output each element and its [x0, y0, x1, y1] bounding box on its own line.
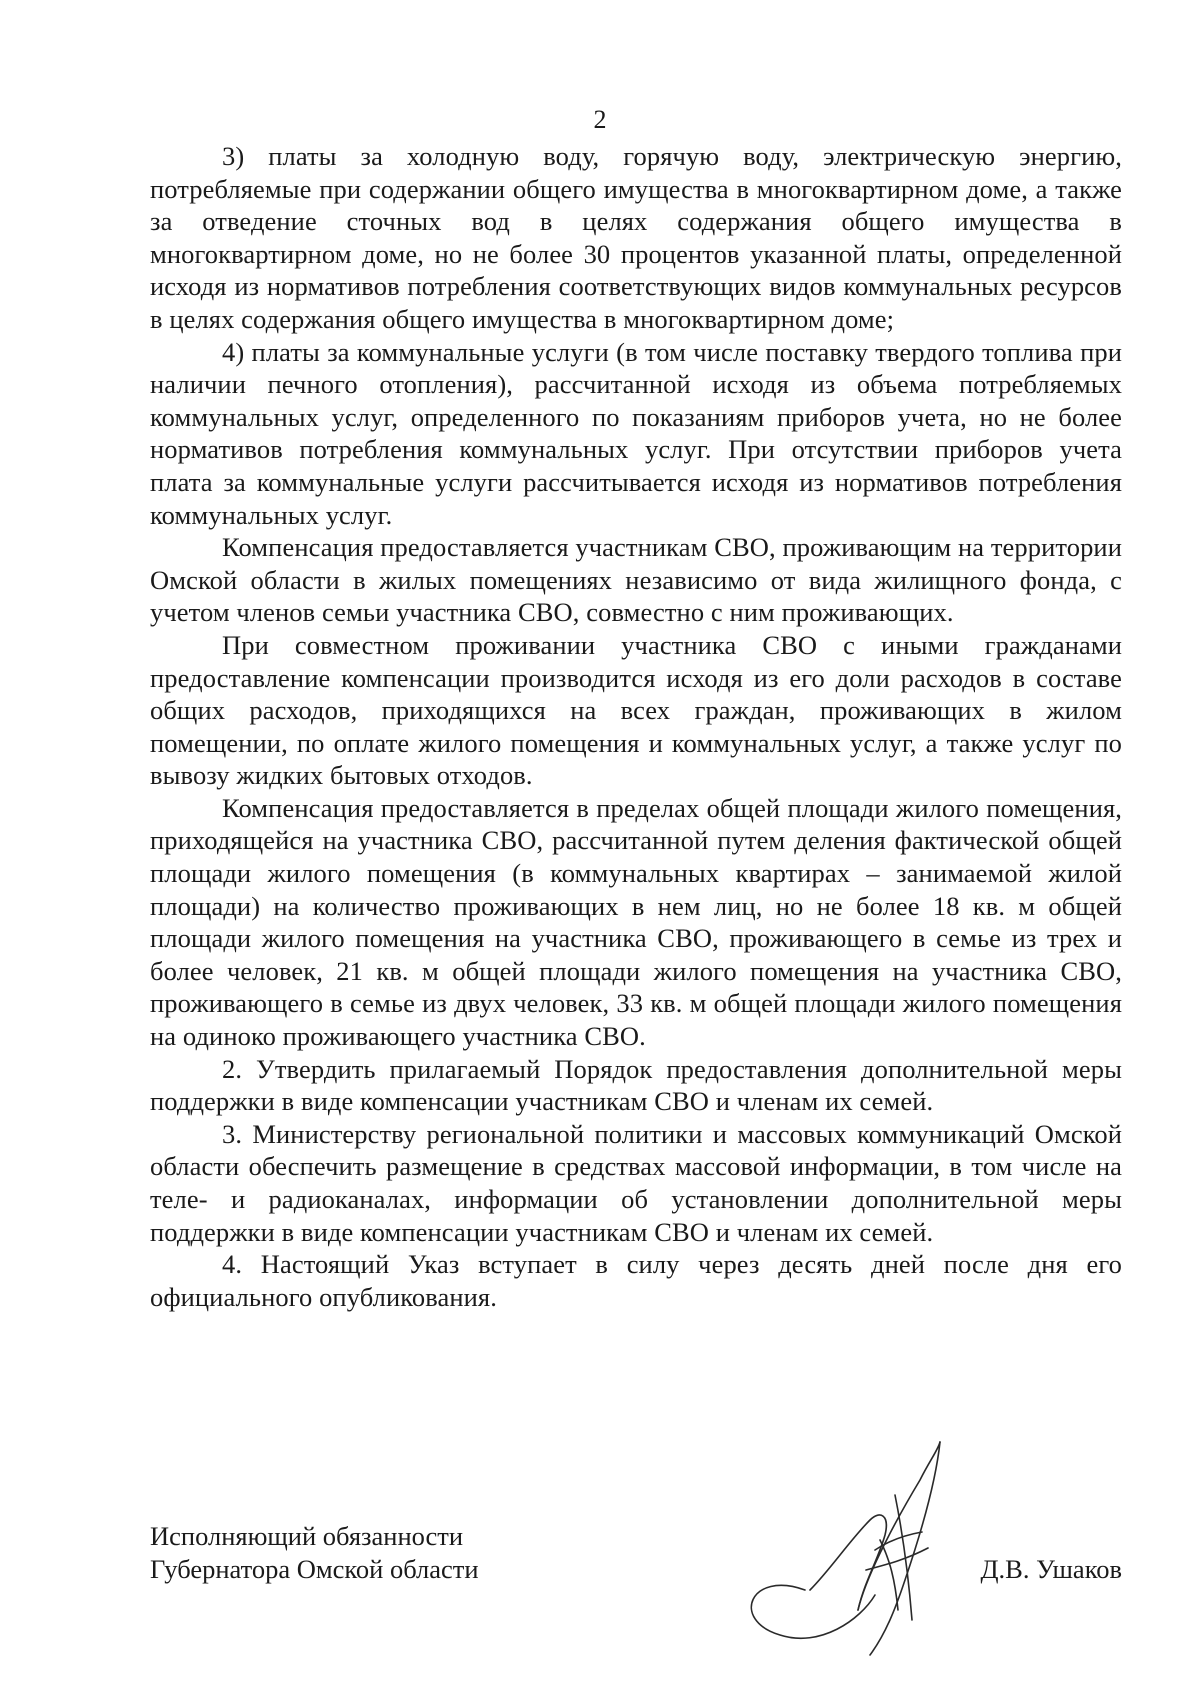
signatory-title-line-2: Губернатора Омской области	[150, 1554, 479, 1584]
paragraph-clause-2: 2. Утвердить прилагаемый Порядок предоставления дополнительной меры поддержки в виде компенсации участникам СВО и членам их семей.	[150, 1053, 1122, 1117]
paragraph-item-3-utility-fees: 3) платы за холодную воду, горячую воду, электрическую энергию, потребляемые при содержании общего имущества в многоквартирном доме, а также за отведение сточных вод в целях содержания общего имущества в многоквартирном доме, но не более 30 процентов указанной платы, определенной исходя из нормативов потребления соответствующих видов коммунальных ресурсов в целях содержания общего имущества в многоквартирном доме;	[150, 141, 1122, 334]
paragraph-clause-3: 3. Министерству региональной политики и массовых коммуникаций Омской области обеспечить размещение в средствах массовой информации, в том числе на теле- и радиоканалах, информации об установлении дополнительной меры поддержки в виде компенсации участникам СВО и членам их семей.	[150, 1118, 1122, 1247]
page-number: 2	[593, 105, 607, 134]
signatory-name: Д.В. Ушаков	[980, 1554, 1122, 1584]
document-body	[150, 140, 1122, 1313]
paragraph-item-4-communal-services: 4) платы за коммунальные услуги (в том числе поставку твердого топлива при наличии печного отопления), рассчитанной исходя из объема потребляемых коммунальных услуг, определенного по показаниям приборов учета, но не более нормативов потребления коммунальных услуг. При отсутствии приборов учета плата за коммунальные услуги рассчитывается исходя из нормативов потребления коммунальных услуг.	[150, 336, 1122, 530]
paragraph-joint-residence: При совместном проживании участника СВО с иными гражданами предоставление компенсации производится исходя из его доли расходов в составе общих расходов, приходящихся на всех граждан, проживающих в жилом помещении, по оплате жилого помещения и коммунальных услуг, а также услуг по вывозу жидких бытовых отходов.	[150, 629, 1122, 791]
handwritten-signature-icon	[690, 1420, 990, 1670]
paragraph-area-limits: Компенсация предоставляется в пределах общей площади жилого помещения, приходящейся на участника СВО, рассчитанной путем деления фактической общей площади жилого помещения (в коммунальных квартирах – занимаемой жилой площади) на количество проживающих в нем лиц, но не более 18 кв. м общей площади жилого помещения на участника СВО, проживающего в семье из трех и более человек, 21 кв. м общей площади жилого помещения на участника СВО, проживающего в семье из двух человек, 33 кв. м общей площади жилого помещения на одиноко проживающего участника СВО.	[150, 792, 1122, 1052]
signatory-title	[150, 1520, 479, 1586]
signatory-title-line-1: Исполняющий обязанности	[150, 1521, 464, 1551]
paragraph-clause-4: 4. Настоящий Указ вступает в силу через десять дней после дня его официального опубликования.	[150, 1249, 1122, 1312]
signature-block	[150, 1520, 1122, 1660]
paragraph-compensation-scope: Компенсация предоставляется участникам СВО, проживающим на территории Омской области в жилых помещениях независимо от вида жилищного фонда, с учетом членов семьи участника СВО, совместно с ним проживающих.	[150, 532, 1122, 628]
